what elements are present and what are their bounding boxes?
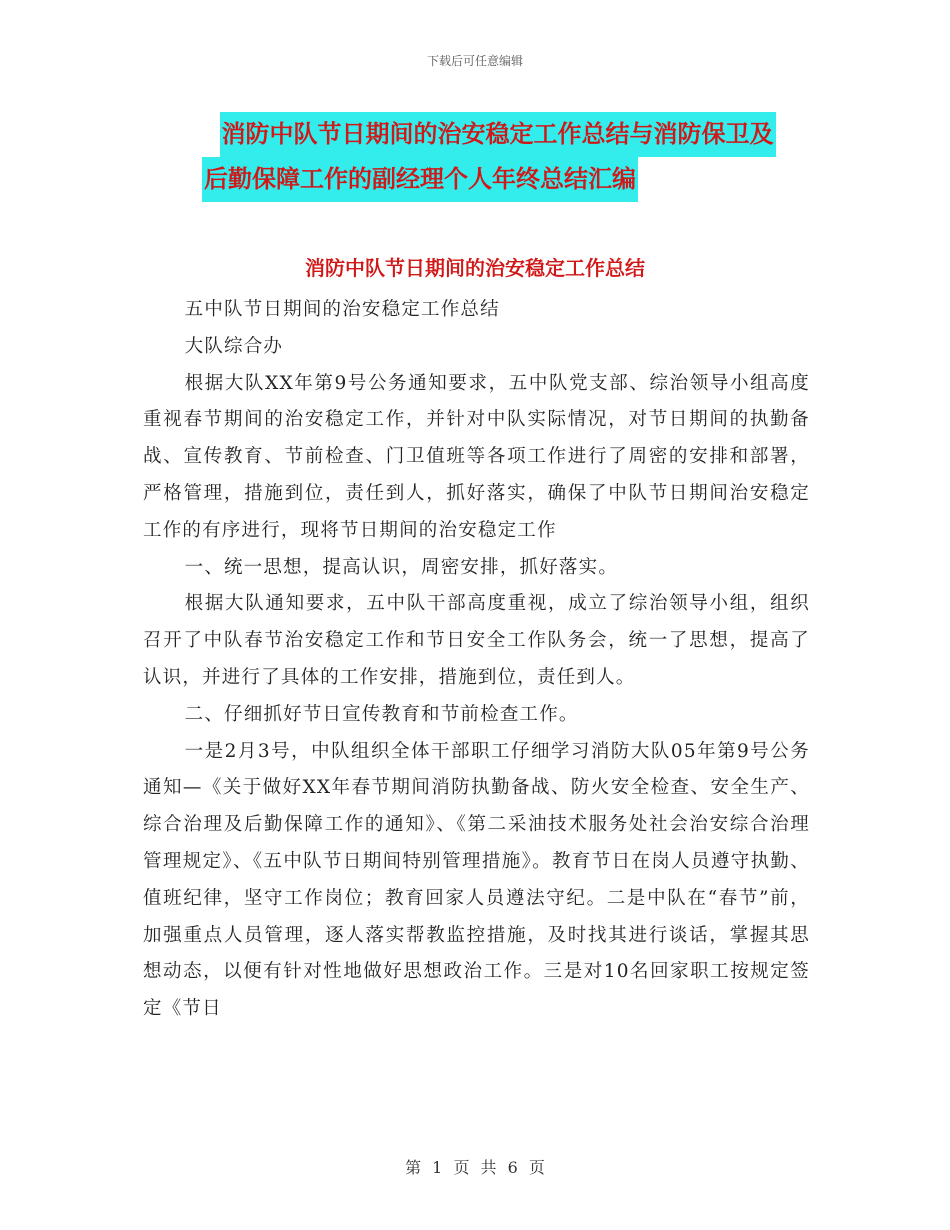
document-title [0,112,950,202]
document-title-line-1: 消防中队节日期间的治安稳定工作总结与消防保卫及 [220,112,776,157]
paragraph: 五中队节日期间的治安稳定工作总结 [184,299,500,320]
paragraph: 二、仔细抓好节日宣传教育和节前检查工作。 [184,703,579,725]
paragraph: 根据大队XX年第9号公务通知要求，五中队党支部、综治领导小组高度重视春节期间的治安稳定工作，并针对中队实际情况，对节日期间的执勤备战、宣传教育、节前检查、门卫值班等各项工作进行了周密的安排和部署，严格管理，措施到位，责任到人，抓好落实，确保了中队节日期间治安稳定工作的有序进行，现将节日期间的治安稳定工作 [143,372,810,541]
paragraph: 一是2月3号，中队组织全体干部职工仔细学习消防大队05年第9号公务通知—《关于做好XX年春节期间消防执勤备战、防火安全检查、安全生产、综合治理及后勤保障工作的通知》、《第二采油技术服务处社会治安综合治理管理规定》、《五中队节日期间特别管理措施》。教育节日在岗人员遵守执勤、值班纪律，坚守工作岗位；教育回家人员遵法守纪。二是中队在“春节”前，加强重点人员管理，逐人落实帮教监控措施，及时找其进行谈话，掌握其思想动态，以便有针对性地做好思想政治工作。三是对10名回家职工按规定签定《节日 [143,740,810,1020]
paragraph: 大队综合办 [184,335,284,357]
page-number: 第 1 页 共 6 页 [405,1158,545,1177]
paragraph: 根据大队通知要求，五中队干部高度重视，成立了综治领导小组，组织召开了中队春节治安稳定工作和节日安全工作队务会，统一了思想，提高了认识，并进行了具体的工作安排，措施到位，责任到人。 [143,593,810,688]
document-title-line-2: 后勤保障工作的副经理个人年终总结汇编 [202,157,638,202]
paragraph: 一、统一思想，提高认识，周密安排，抓好落实。 [184,556,619,578]
body-text [143,292,810,1028]
page-header-note: 下载后可任意编辑 [426,54,523,68]
section-title: 消防中队节日期间的治安稳定工作总结 [305,256,645,280]
